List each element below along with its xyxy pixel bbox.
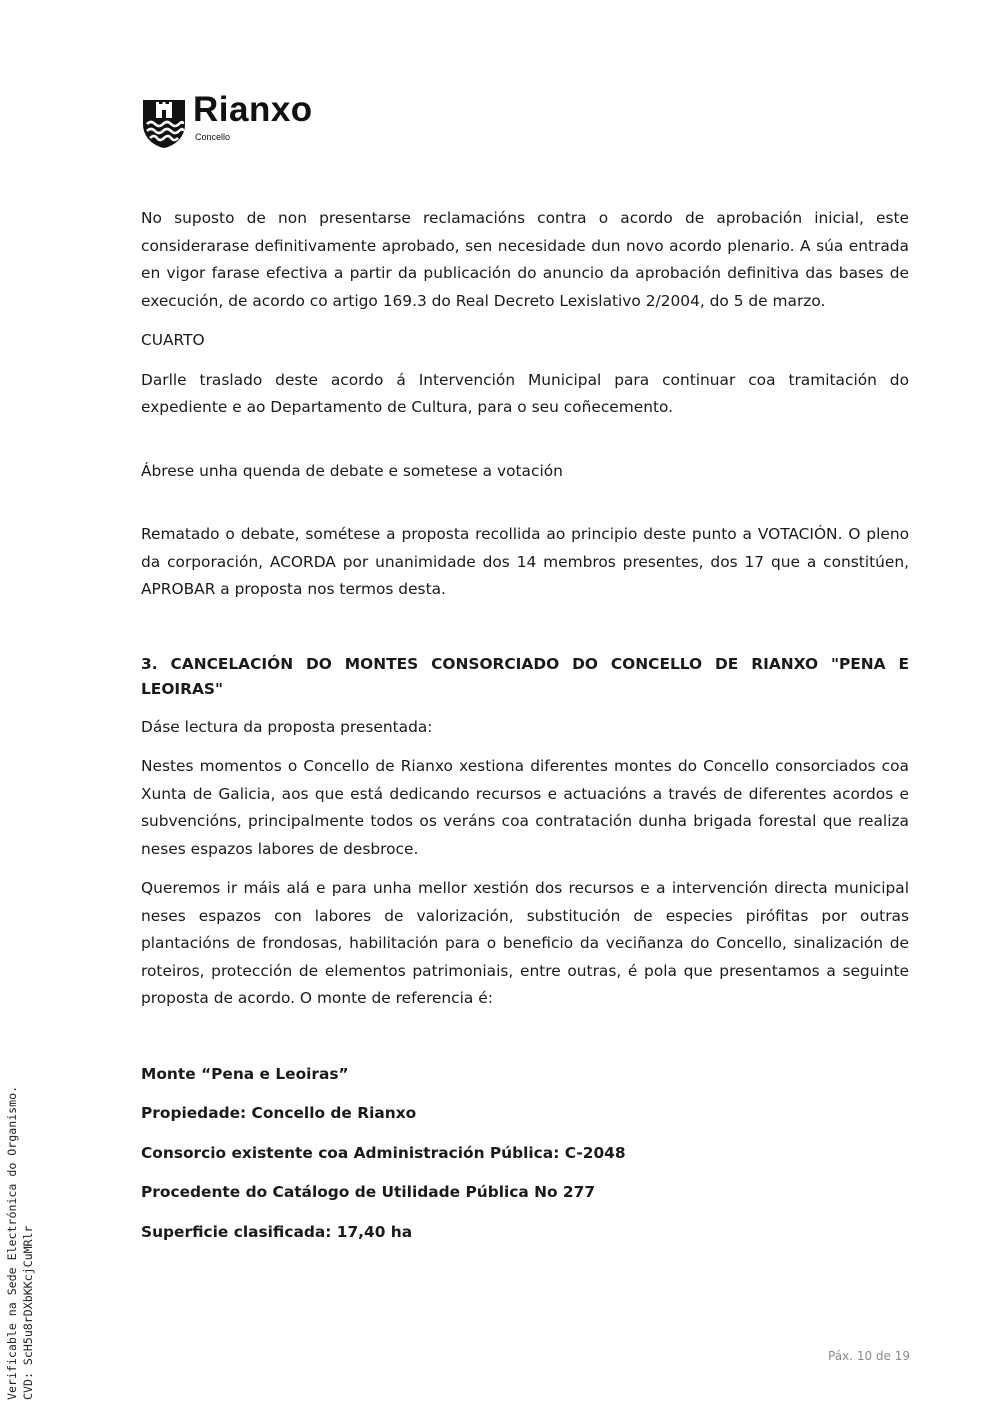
section-heading: 3. CANCELACIÓN DO MONTES CONSORCIADO DO CONCELLO DE RIANXO "PENA E LEOIRAS" [141, 654, 909, 698]
paragraph-traslado: Darlle traslado deste acordo á Intervención Municipal para continuar coa tramitación do expediente e ao Departamento de Cultura, para o seu coñecemento. [141, 370, 909, 416]
logo-wordmark: Rianxo [193, 90, 313, 129]
paragraph-proposta: Queremos ir máis alá e para unha mellor xestión dos recursos e a intervención directa municipal neses espazos con labores de valorización, substitución de especies pirófitas por outras plantacións de frondosas, habilitación para o beneficio da veciñanza do Concello, sinalización de roteiros, protección de elementos patrimoniais, entre outras, é pola que presentamos a seguinte proposta de acordo. O monte de referencia é: [141, 879, 909, 1007]
castle-shield-icon [141, 96, 187, 148]
monte-consorcio: Consorcio existente coa Administración Pública: C-2048 [141, 1143, 626, 1162]
spacer [141, 616, 909, 652]
paragraph-lectura: Dáse lectura da proposta presentada: [141, 717, 433, 736]
monte-title: Monte “Pena e Leoiras” [141, 1064, 349, 1083]
paragraph-votacion: Rematado o debate, sométese a proposta recollida ao principio deste punto a VOTACIÓN. O pleno da corporación, ACORDA por unanimidade dos 14 membros presentes, dos 17 que a constitúen, APROBAR a proposta nos termos desta. [141, 525, 909, 598]
monte-propiedade: Propiedade: Concello de Rianxo [141, 1104, 417, 1122]
paragraph-debate: Ábrese unha quenda de debate e sometese a votación [141, 461, 563, 480]
monte-catalogo: Procedente do Catálogo de Utilidade Pública No 277 [141, 1183, 596, 1201]
cvd-code: CVD: ScH5u8rDXbKKcjCuMRlr [21, 1225, 35, 1400]
spacer [141, 497, 909, 521]
verification-text: Verificable na Sede Electrónica do Organismo. [5, 1085, 19, 1400]
paragraph-montes: Nestes momentos o Concello de Rianxo xestiona diferentes montes do Concello consorciados coa Xunta de Galicia, aos que está dedicando recursos e actuacións a través de diferentes acordos e subvencións, principalmente todos os veráns coa contratación dunha brigada forestal que realiza neses espazos labores de desbroce. [141, 757, 909, 858]
logo-subtitle: Concello [195, 132, 231, 142]
paragraph-reclamacions: No suposto de non presentarse reclamacións contra o acordo de aprobación inicial, este considerarase definitivamente aprobado, sen necesidade dun novo acordo plenario. A súa entrada en vigor farase efectiva a partir da publicación do anuncio da aprobación definitiva das bases de execución, de acordo co artigo 169.3 do Real Decreto Lexislativo 2/2004, do 5 de marzo. [141, 209, 909, 310]
spacer [141, 434, 909, 458]
spacer [141, 1025, 909, 1061]
section-label-cuarto: CUARTO [141, 331, 205, 349]
verification-margin-note [4, 1086, 36, 1400]
rianxo-logo [141, 90, 341, 152]
document-body [141, 205, 909, 1258]
page-number: Páx. 10 de 19 [828, 1349, 910, 1363]
monte-superficie: Superficie clasificada: 17,40 ha [141, 1222, 413, 1241]
